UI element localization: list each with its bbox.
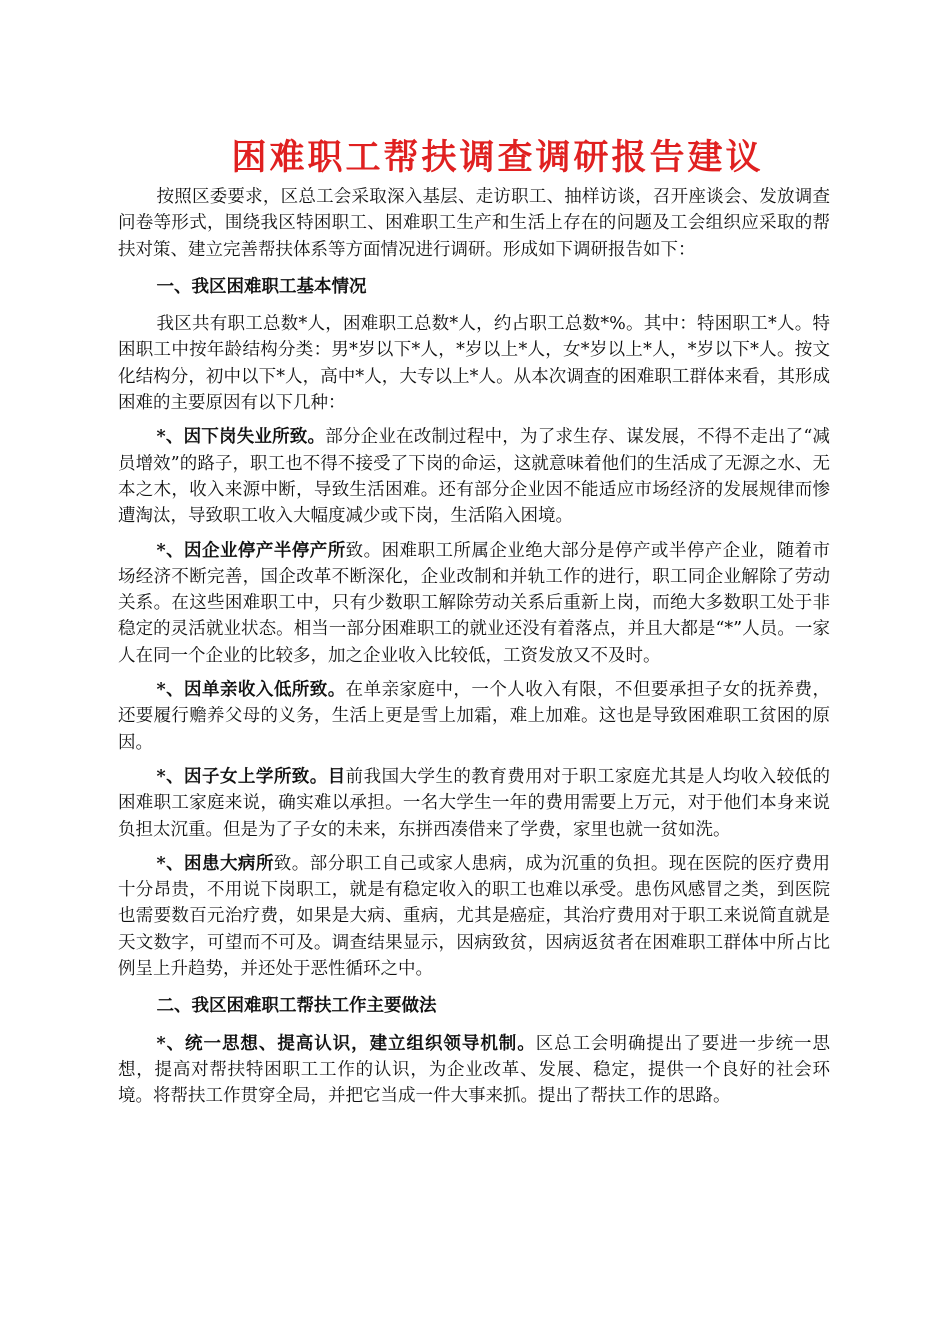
reason-lead-illness: *、困患大病所 (156, 853, 274, 874)
section-heading-main-practices: 二、我区困难职工帮扶工作主要做法 (156, 996, 437, 1017)
reason-paragraph-enterprise-shutdown (118, 538, 830, 669)
reason-text-enterprise-shutdown: 致。困难职工所属企业绝大部分是停产或半停产企业，随着市场经济不断完善，国企改革不断深化，企业改制和并轨工作的进行，职工同企业解除了劳动关系。在这些困难职工中，只有少数职工解除劳动关系后重新上岗，而绝大多数职工处于非稳定的灵活就业状态。相当一部分困难职工的就业还没有着落点，并且大都是“*”人员。一家人在同一个企业的比较多，加之企业收入比较低，工资发放又不及时。 (118, 540, 831, 666)
reason-paragraph-education (118, 764, 830, 843)
reason-text-single-parent: 在单亲家庭中，一个人收入有限，不但要承担子女的抚养费，还要履行赡养父母的义务，生活上更是雪上加霜，难上加难。这也是导致困难职工贫困的原因。 (118, 680, 831, 753)
reason-paragraph-illness (118, 851, 830, 982)
measure-lead-organization: *、统一思想、提高认识，建立组织领导机制。 (156, 1033, 536, 1054)
reason-lead-education: *、因子女上学所致。目 (156, 766, 346, 787)
measure-text-organization: 区总工会明确提出了要进一步统一思想，提高对帮扶特困职工工作的认识，为企业改革、发展、稳定，提供一个良好的社会环境。将帮扶工作贯穿全局，并把它当成一件大事来抓。提出了帮扶工作的思路。 (118, 1033, 830, 1107)
reason-text-illness: 致。部分职工自己或家人患病，成为沉重的负担。现在医院的医疗费用十分昂贵，不用说下岗职工，就是有稳定收入的职工也难以承受。患伤风感冒之类，到医院也需要数百元治疗费，如果是大病、重病，尤其是癌症，其治疗费用对于职工来说简直就是天文数字，可望而不可及。调查结果显示，因病致贫，因病返贫者在困难职工群体中所占比例呈上升趋势，并还处于恶性循环之中。 (118, 853, 830, 980)
reason-paragraph-unemployment (118, 424, 830, 529)
document-title: 困难职工帮扶调查调研报告建议 (231, 137, 764, 178)
intro-paragraph: 按照区委要求，区总工会采取深入基层、走访职工、抽样访谈，召开座谈会、发放调查问卷等形式，围绕我区特困职工、困难职工生产和生活上存在的问题及工会组织应采取的帮扶对策、建立完善帮扶体系等方面情况进行调研。形成如下调研报告如下： (118, 187, 830, 260)
reason-lead-single-parent: *、因单亲收入低所致。 (156, 680, 346, 701)
reason-paragraph-single-parent (118, 677, 830, 756)
reason-lead-unemployment: *、因下岗失业所致。 (156, 427, 326, 448)
reason-text-unemployment: 部分企业在改制过程中，为了求生存、谋发展，不得不走出了“减员增效”的路子，职工也不得不接受了下岗的命运，这就意味着他们的生活成了无源之水、无本之木，收入来源中断，导致生活困难。还有部分企业因不能适应市场经济的发展规律而惨遭淘汰，导致职工收入大幅度减少或下岗，生活陷入困境。 (118, 427, 830, 527)
measure-paragraph-organization (118, 1031, 830, 1110)
reason-text-education: 前我国大学生的教育费用对于职工家庭尤其是人均收入较低的困难职工家庭来说，确实难以承担。一名大学生一年的费用需要上万元，对于他们本身来说负担太沉重。但是为了子女的未来，东拼西凑借来了学费，家里也就一贫如洗。 (118, 766, 831, 840)
basic-situation-paragraph: 我区共有职工总数*人，困难职工总数*人，约占职工总数*%。其中：特困职工*人。特困职工中按年龄结构分类：男*岁以下*人，*岁以上*人，女*岁以上*人，*岁以下*人。按文化结构分，初中以下*人，高中*人，大专以上*人。从本次调查的困难职工群体来看，其形成困难的主要原因有以下几种： (118, 314, 830, 414)
document-body (118, 184, 830, 1118)
section-heading-basic-situation: 一、我区困难职工基本情况 (156, 276, 367, 297)
reason-lead-enterprise-shutdown: *、因企业停产半停产所 (156, 540, 346, 561)
